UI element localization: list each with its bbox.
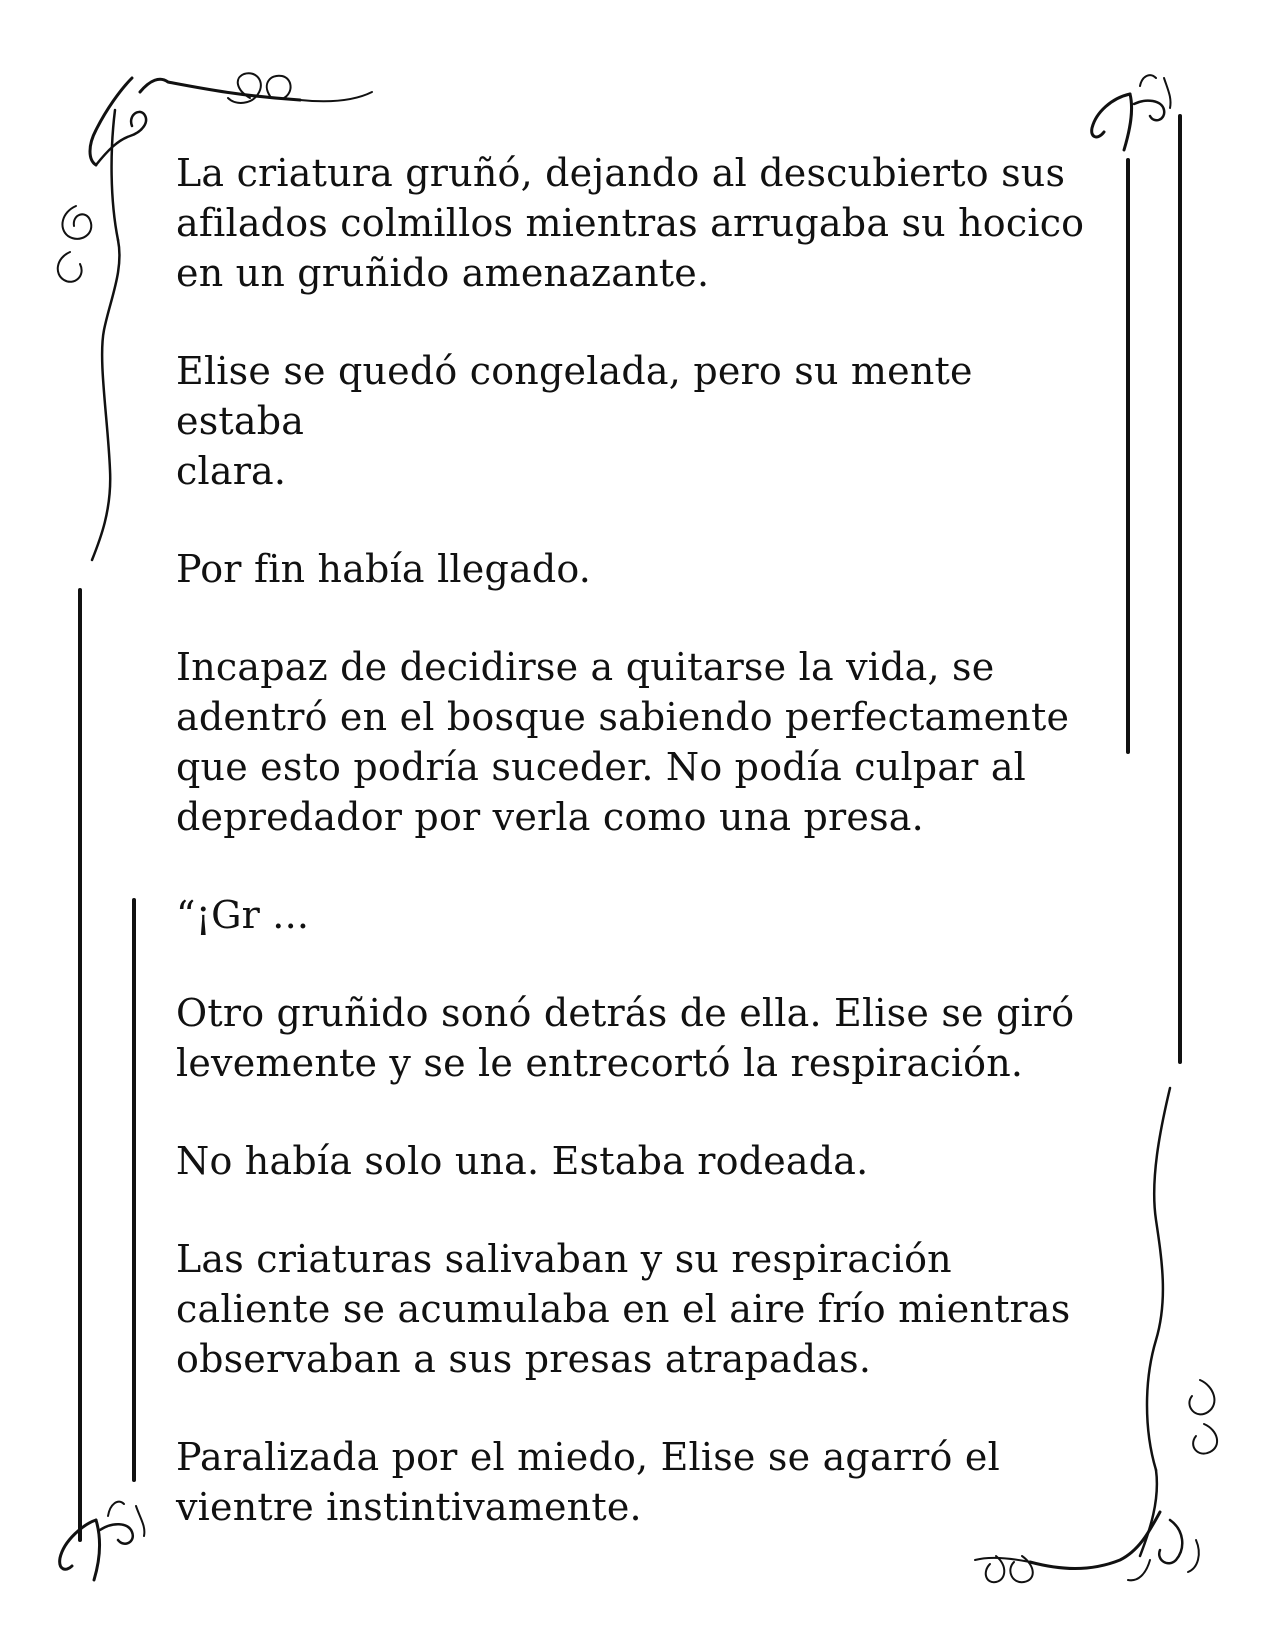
paragraph-5: “¡Gr ... [176,893,310,937]
bottom-left-flourish [60,1502,145,1580]
paragraph-3: Por fin había llegado. [176,547,592,591]
paragraph-1: La criatura gruñó, dejando al descubierto sus afilados colmillos mientras arrugaba su hocico en un gruñido amenazante. [176,151,1085,295]
paragraph-2: Elise se quedó congelada, pero su mente estaba clara. [176,349,973,493]
paragraph-4: Incapaz de decidirse a quitarse la vida, se adentró en el bosque sabiendo perfectamente que esto podría suceder. No podía culpar al depredador por verla como una presa. [176,645,1070,839]
top-right-flourish [1092,75,1171,150]
story-text [176,148,1096,1580]
paragraph-8: Las criaturas salivaban y su respiración caliente se acumulaba en el aire frío mientras observaban a sus presas atrapadas. [176,1237,1071,1381]
paragraph-6: Otro gruñido sonó detrás de ella. Elise se giró levemente y se le entrecortó la respiración. [176,991,1075,1085]
paragraph-7: No había solo una. Estaba rodeada. [176,1139,869,1183]
paragraph-9: Paralizada por el miedo, Elise se agarró el vientre instintivamente. [176,1435,1000,1529]
